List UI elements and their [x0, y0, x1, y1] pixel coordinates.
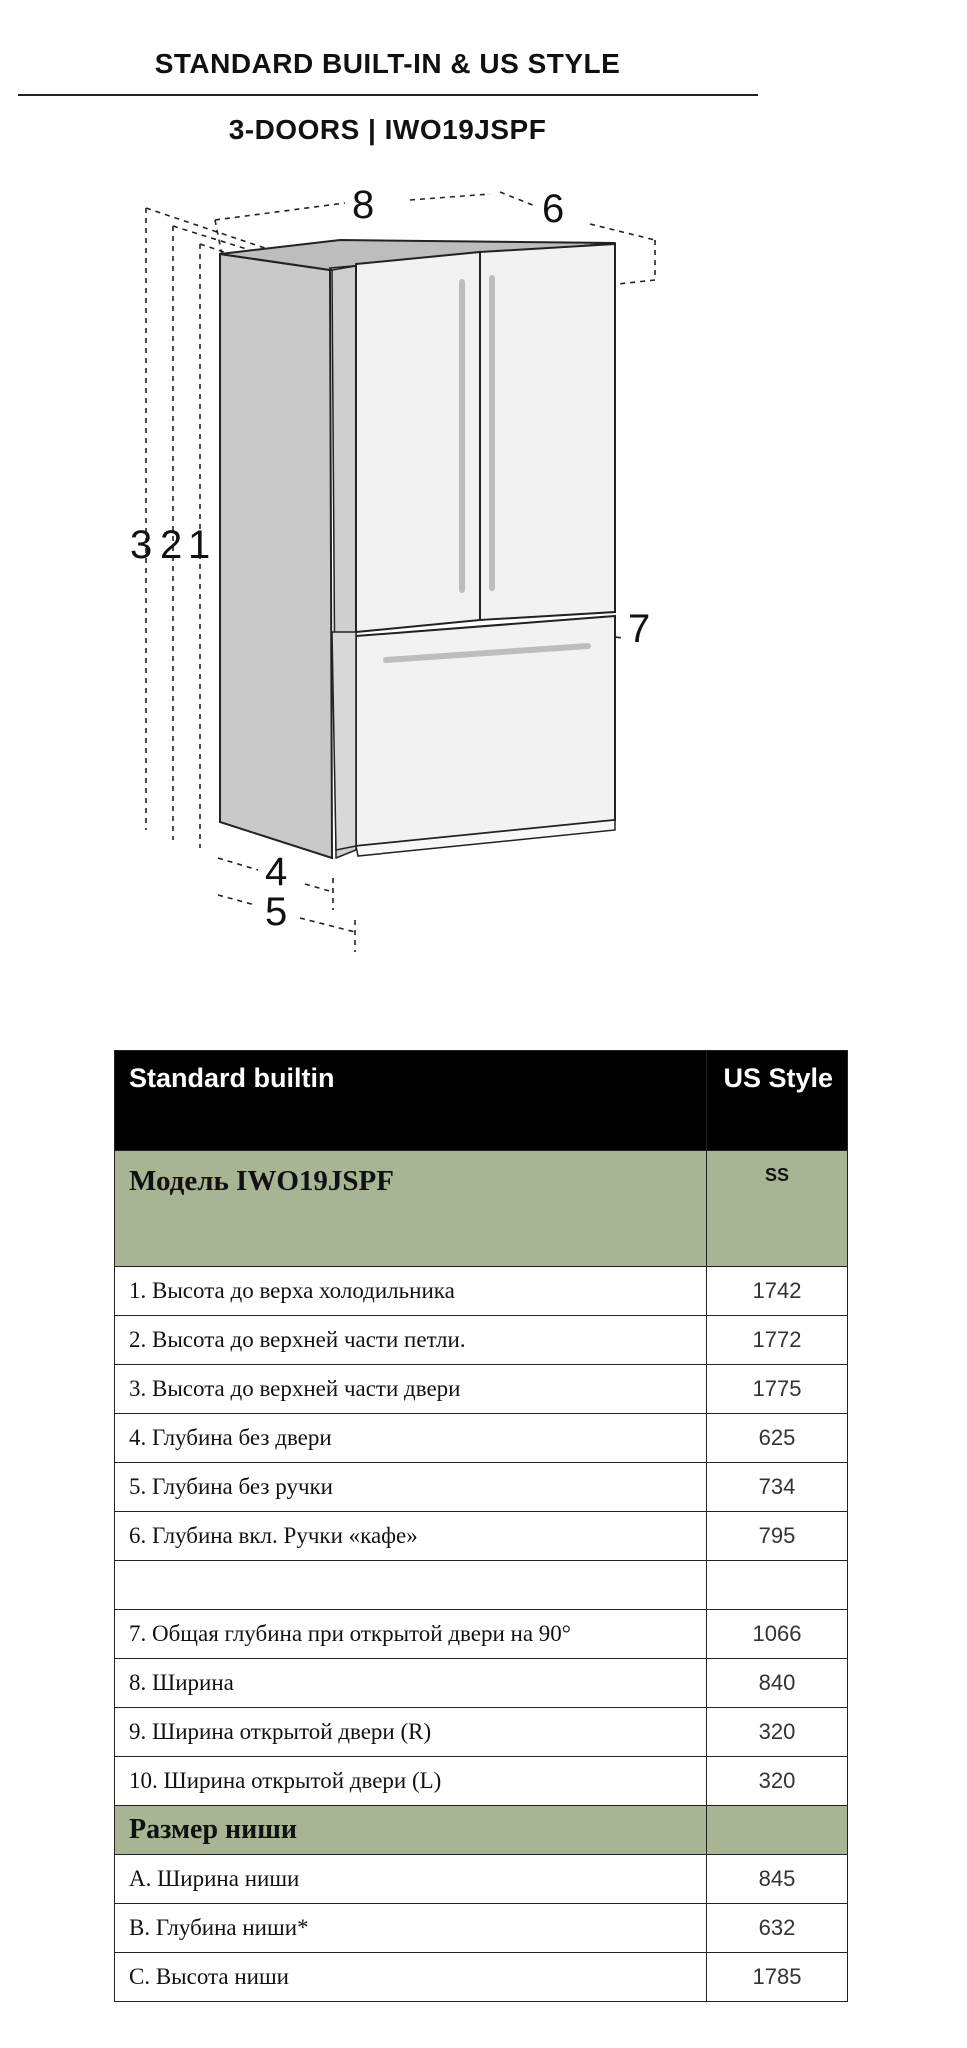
row-label: 1. Высота до верха холодильника [115, 1267, 707, 1316]
table-row [115, 1512, 848, 1561]
row-value: 795 [707, 1512, 848, 1561]
dimension-line-5 [218, 895, 255, 905]
dimension-line-4 [218, 858, 258, 870]
row-value: 320 [707, 1708, 848, 1757]
row-label: C. Высота ниши [115, 1953, 707, 2002]
row-label: 9. Ширина открытой двери (R) [115, 1708, 707, 1757]
row-value: 632 [707, 1904, 848, 1953]
row-label: B. Глубина ниши* [115, 1904, 707, 1953]
row-value: 1066 [707, 1610, 848, 1659]
row-label: 8. Ширина [115, 1659, 707, 1708]
dimension-label-8: 8 [352, 183, 375, 227]
model-row [115, 1151, 848, 1267]
dimension-label-4: 4 [265, 850, 288, 894]
table-row [115, 1610, 848, 1659]
dimension-label-3: 3 [130, 523, 153, 567]
row-value: 840 [707, 1659, 848, 1708]
model-subtitle: 3-DOORS | IWO19JSPF [228, 114, 547, 145]
table-row [115, 1365, 848, 1414]
row-value: 1742 [707, 1267, 848, 1316]
row-label: 4. Глубина без двери [115, 1414, 707, 1463]
table-row [115, 1463, 848, 1512]
row-label: 2. Высота до верхней части петли. [115, 1316, 707, 1365]
table-row [115, 1904, 848, 1953]
row-value [707, 1561, 848, 1610]
table-row [115, 1953, 848, 2002]
table-row [115, 1855, 848, 1904]
row-value: 845 [707, 1855, 848, 1904]
dimension-line-6 [500, 192, 535, 206]
page-title: STANDARD BUILT-IN & US STYLE [154, 48, 621, 79]
row-value: 1785 [707, 1953, 848, 2002]
row-value: 734 [707, 1463, 848, 1512]
dimension-label-7: 7 [628, 607, 651, 651]
row-label [115, 1561, 707, 1610]
row-value: 625 [707, 1414, 848, 1463]
title-divider [18, 94, 758, 96]
model-label: Модель IWO19JSPF [115, 1151, 707, 1267]
row-label: 10. Ширина открытой двери (L) [115, 1757, 707, 1806]
row-label: 3. Высота до верхней части двери [115, 1365, 707, 1414]
row-value: 1772 [707, 1316, 848, 1365]
table-header-row [115, 1051, 848, 1151]
fridge-side-panel [220, 254, 332, 858]
table-row [115, 1659, 848, 1708]
fridge-right-door [480, 244, 615, 620]
table-row [115, 1316, 848, 1365]
dimension-label-5: 5 [265, 890, 288, 934]
table-row [115, 1708, 848, 1757]
table-header-right: US Style [707, 1051, 848, 1151]
fridge-dimension-diagram [0, 160, 967, 980]
row-label: A. Ширина ниши [115, 1855, 707, 1904]
niche-section-blank [707, 1806, 848, 1855]
dimensions-table [114, 1050, 848, 2002]
table-row [115, 1414, 848, 1463]
table-row [115, 1267, 848, 1316]
table-row-empty [115, 1561, 848, 1610]
table-header-left: Standard builtin [115, 1051, 707, 1151]
dimension-line-8 [215, 203, 345, 220]
row-label: 5. Глубина без ручки [115, 1463, 707, 1512]
row-value: 1775 [707, 1365, 848, 1414]
dimension-label-2: 2 [160, 523, 183, 567]
dimension-label-1: 1 [188, 523, 211, 567]
row-label: 7. Общая глубина при открытой двери на 90° [115, 1610, 707, 1659]
table-row [115, 1757, 848, 1806]
row-label: 6. Глубина вкл. Ручки «кафе» [115, 1512, 707, 1561]
niche-section-title: Размер ниши [115, 1806, 707, 1855]
model-variant: SS [707, 1151, 848, 1267]
niche-section-header [115, 1806, 848, 1855]
row-value: 320 [707, 1757, 848, 1806]
dimension-label-6: 6 [542, 187, 565, 231]
